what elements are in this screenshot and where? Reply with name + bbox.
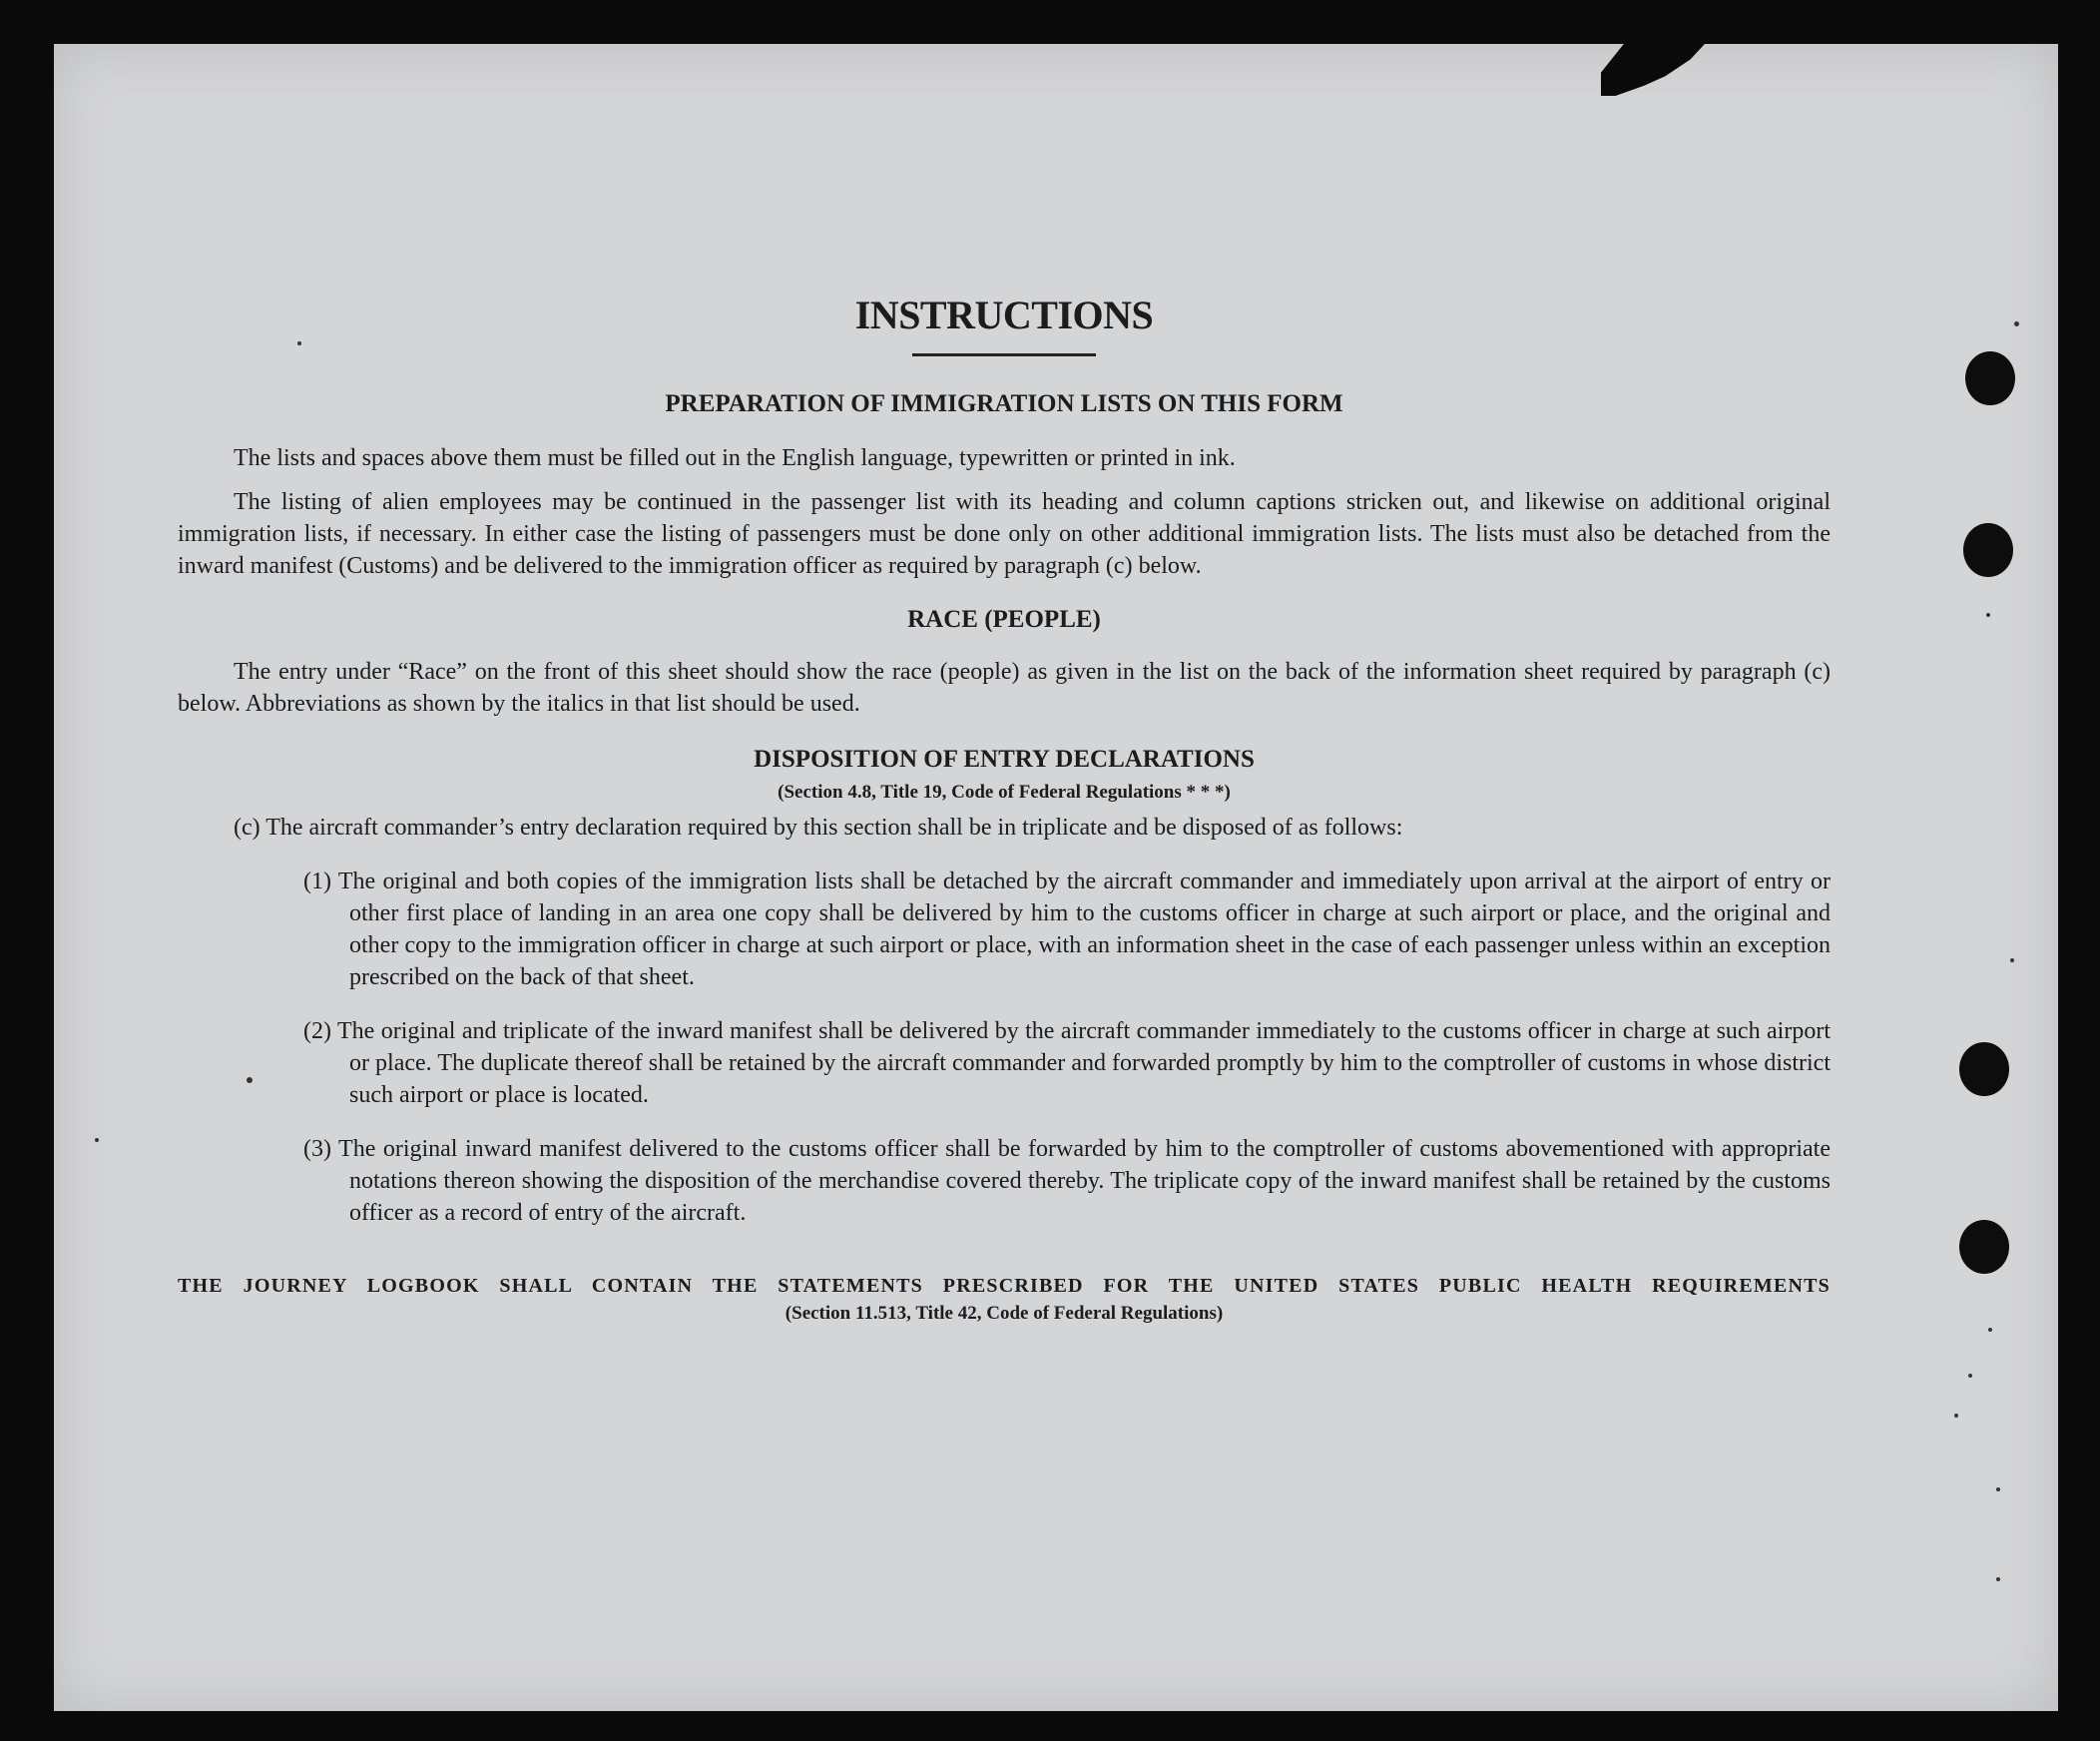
disposition-citation: (Section 4.8, Title 19, Code of Federal Regulations * * *)	[778, 782, 1231, 803]
dust-speck	[1996, 1577, 2000, 1581]
disposition-clause: (c) The aircraft commander’s entry declaration required by this section shall be in triplicate and be disposed of as follows:	[234, 815, 1403, 841]
dust-speck	[1986, 613, 1990, 617]
dust-speck	[1968, 1374, 1972, 1378]
disposition-item: (1) The original and both copies of the immigration lists shall be detached by the aircraft commander and immediately upon arrival at the airport of entry or other first place of landing in an area one copy shall be delivered by him to the customs officer in charge at such airport or place, and the original and other copy to the immigration officer in charge at such airport or place, with an information sheet in the case of each passenger unless within an exception prescribed on the back of that sheet.	[303, 869, 1831, 990]
footer-statement: THE JOURNEY LOGBOOK SHALL CONTAIN THE STATEMENTS PRESCRIBED FOR THE UNITED STATES PUBLIC HEALTH REQUIREMENTS	[178, 1275, 1831, 1297]
disposition-item: (2) The original and triplicate of the inward manifest shall be delivered by the aircraft commander immediately to the customs officer in charge at such airport or place. The duplicate thereof shall be retained by the aircraft commander and forwarded promptly by him to the comptroller of customs in whose district such airport or place is located.	[303, 1018, 1831, 1108]
disposition-heading: DISPOSITION OF ENTRY DECLARATIONS	[754, 746, 1255, 773]
punch-hole	[1963, 523, 2013, 577]
footer-citation: (Section 11.513, Title 42, Code of Federal Regulations)	[785, 1303, 1224, 1324]
punch-hole	[1965, 351, 2015, 405]
preparation-paragraph: The lists and spaces above them must be filled out in the English language, typewritten or printed in ink.	[234, 445, 1236, 471]
preparation-heading: PREPARATION OF IMMIGRATION LISTS ON THIS FORM	[665, 390, 1343, 417]
preparation-paragraph: The listing of alien employees may be continued in the passenger list with its heading and column captions stricken out, and likewise on additional original immigration lists, if necessary. In either case the listing of passengers must be done only on other additional immigration lists. The lists must also be detached from the inward manifest (Customs) and be delivered to the immigration officer as required by paragraph (c) below.	[178, 489, 1831, 579]
dust-speck	[1996, 1487, 2000, 1491]
race-heading: RACE (PEOPLE)	[907, 606, 1101, 633]
dust-speck	[2014, 321, 2019, 326]
title-underline	[912, 353, 1096, 356]
page-title: INSTRUCTIONS	[854, 292, 1154, 337]
disposition-item: (3) The original inward manifest delivered to the customs officer shall be forwarded by him to the comptroller of customs abovementioned with appropriate notations thereon showing the disposition of the merchandise covered thereby. The triplicate copy of the inward manifest shall be retained by the customs officer as a record of entry of the aircraft.	[303, 1136, 1831, 1226]
dust-speck	[2010, 958, 2014, 962]
dust-speck	[1988, 1328, 1992, 1332]
instructions-text	[178, 280, 1831, 1327]
dust-speck	[95, 1138, 99, 1142]
race-paragraph: The entry under “Race” on the front of this sheet should show the race (people) as given in the list on the back of the information sheet required by paragraph (c) below. Abbreviations as shown by the italics in that list should be used.	[178, 659, 1831, 717]
punch-hole	[1959, 1042, 2009, 1096]
dust-speck	[1954, 1414, 1958, 1418]
punch-hole	[1959, 1220, 2009, 1274]
